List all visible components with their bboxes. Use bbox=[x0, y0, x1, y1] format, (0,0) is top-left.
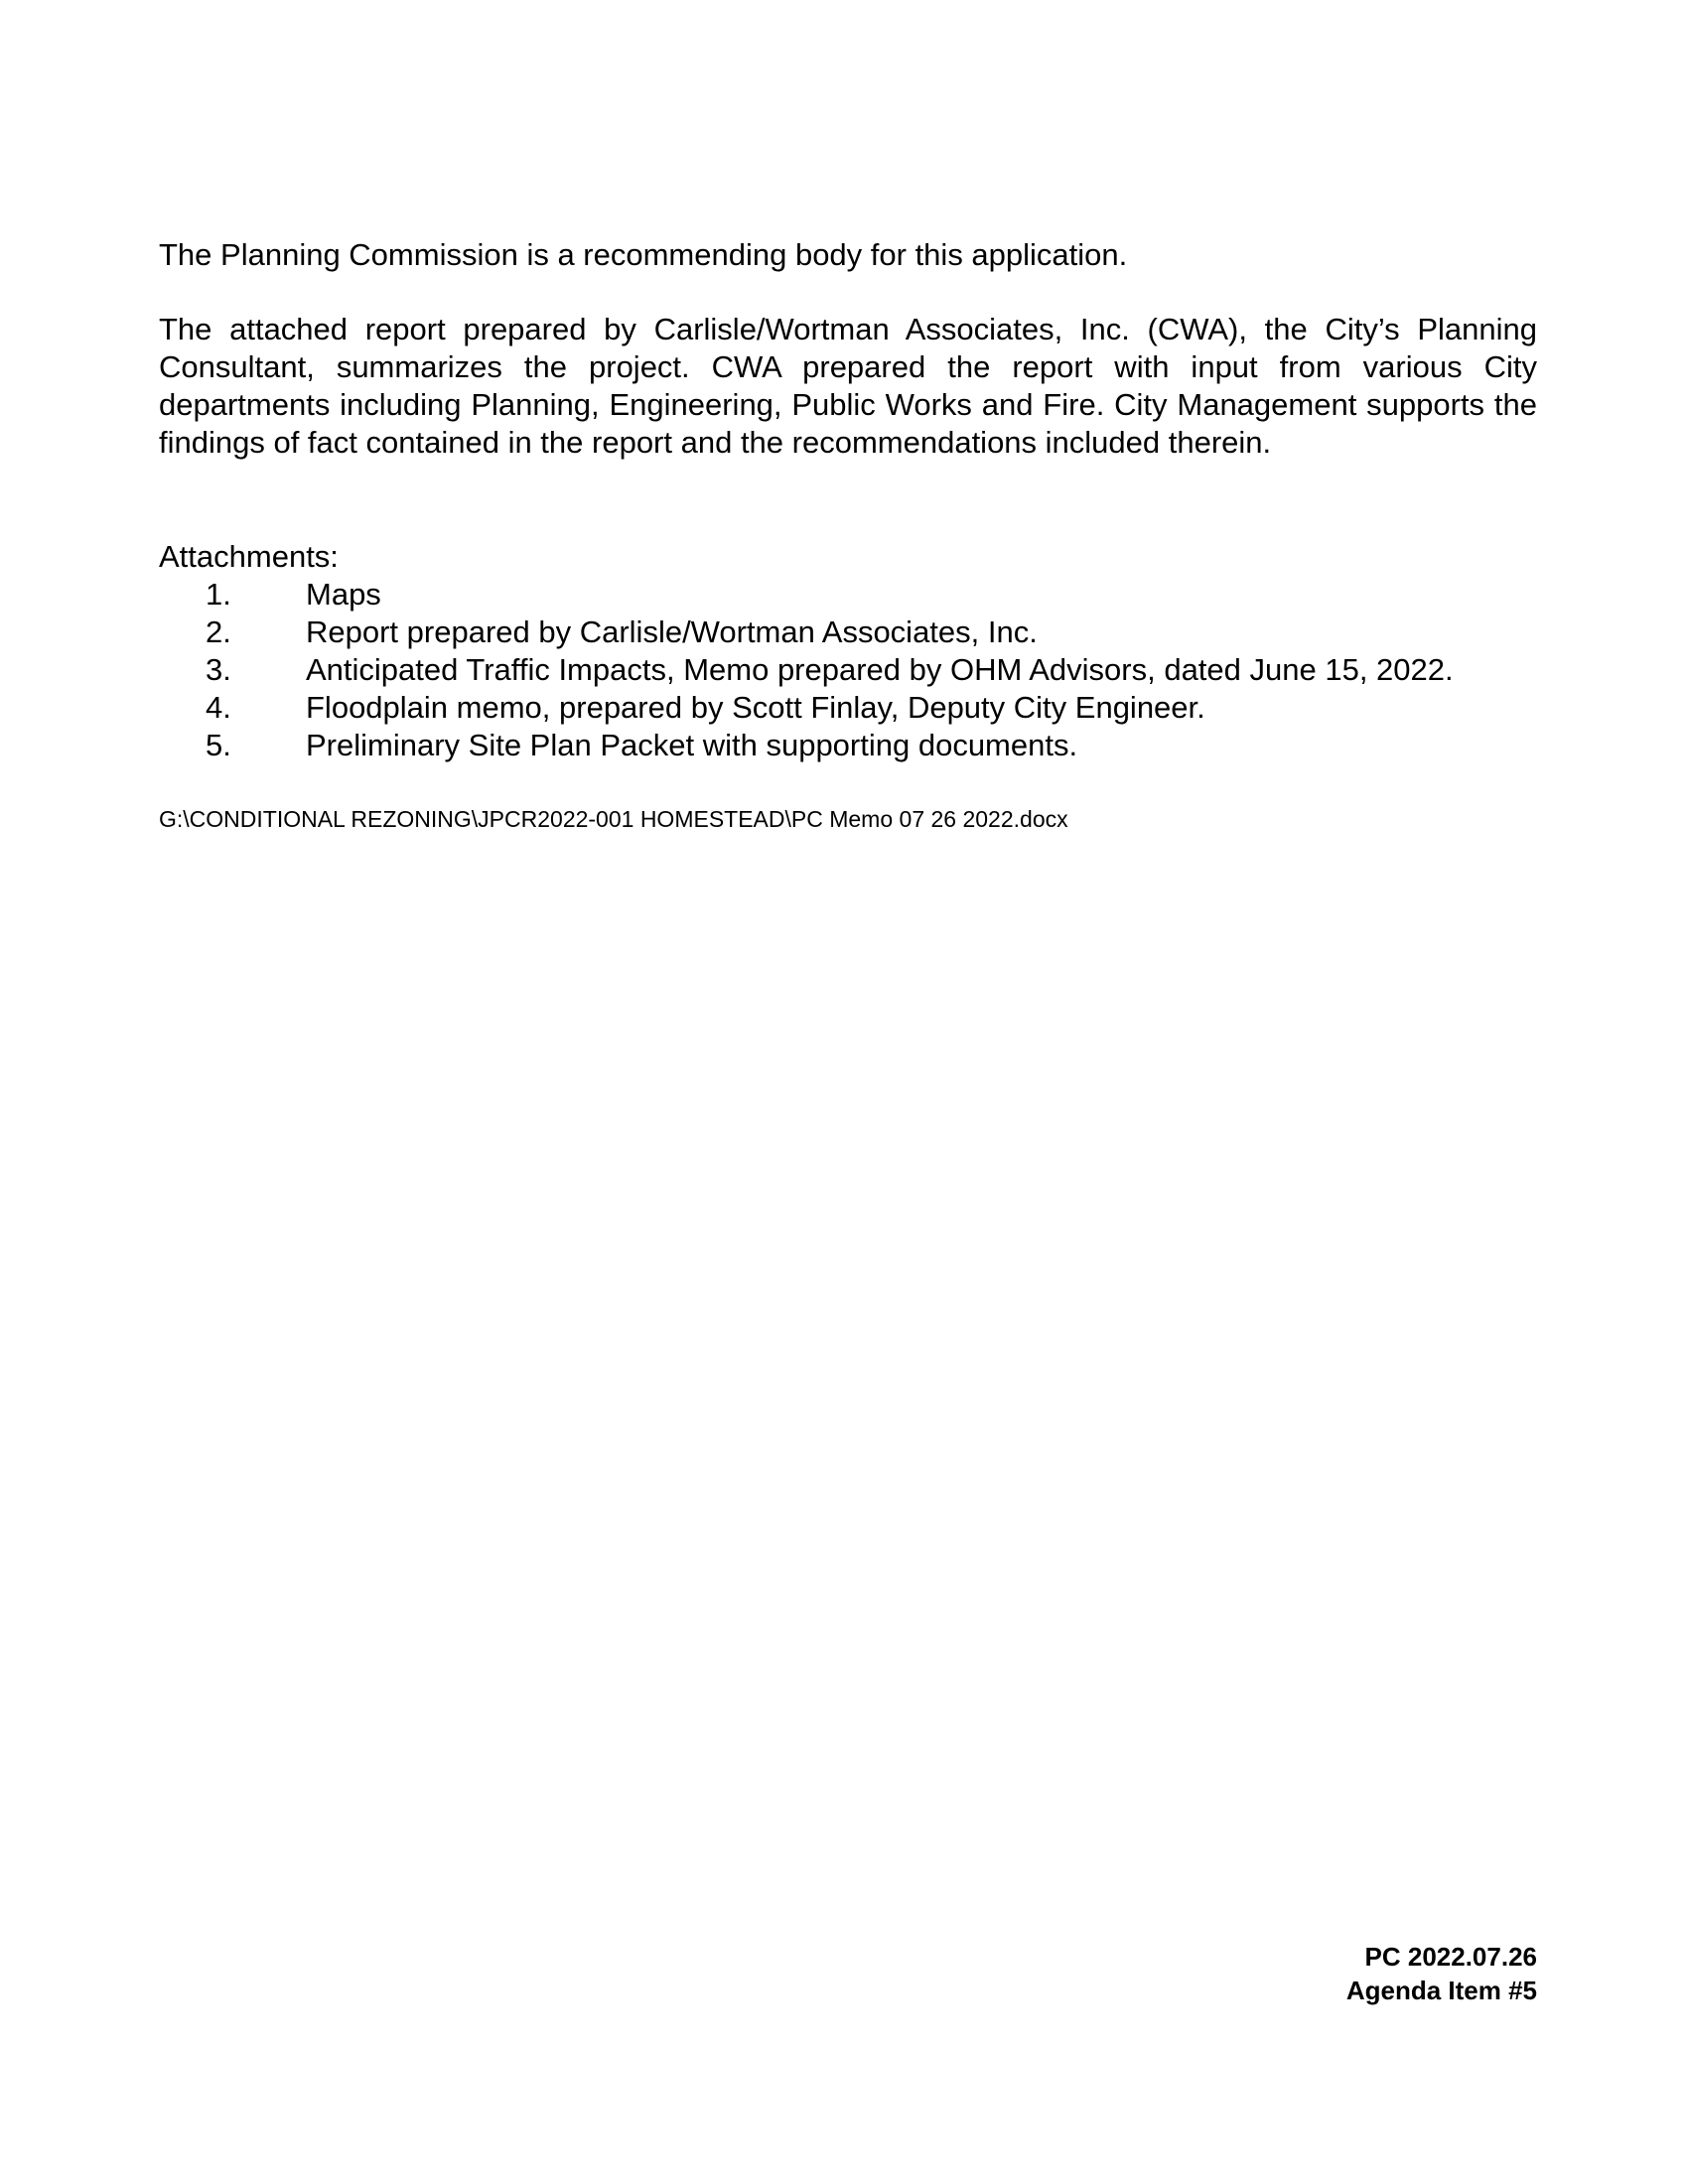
attachment-number: 4. bbox=[206, 690, 231, 725]
attachment-text: Floodplain memo, prepared by Scott Finlay, Deputy City Engineer. bbox=[306, 690, 1205, 725]
intro-paragraph: The Planning Commission is a recommending body for this application. bbox=[159, 237, 1128, 272]
attachment-item bbox=[159, 651, 1549, 689]
attachment-item bbox=[159, 576, 1549, 614]
attachment-text: Preliminary Site Plan Packet with supporting documents. bbox=[306, 728, 1078, 762]
attachment-number: 5. bbox=[206, 728, 231, 762]
attachment-text: Maps bbox=[306, 577, 381, 612]
attachment-text: Anticipated Traffic Impacts, Memo prepared by OHM Advisors, dated June 15, 2022. bbox=[306, 652, 1454, 687]
attachment-item bbox=[159, 727, 1549, 764]
attachments-list bbox=[159, 576, 1549, 764]
file-path: G:\CONDITIONAL REZONING\JPCR2022-001 HOMESTEAD\PC Memo 07 26 2022.docx bbox=[159, 806, 1068, 832]
footer-meeting-date: PC 2022.07.26 bbox=[1364, 1942, 1537, 1972]
footer-block bbox=[1346, 1940, 1537, 2007]
attachment-text: Report prepared by Carlisle/Wortman Associates, Inc. bbox=[306, 614, 1038, 649]
footer-agenda-item: Agenda Item #5 bbox=[1345, 1976, 1537, 2005]
attachment-number: 2. bbox=[206, 614, 231, 649]
attachment-number: 1. bbox=[206, 577, 231, 612]
attachment-number: 3. bbox=[206, 652, 231, 687]
attachment-item bbox=[159, 614, 1549, 651]
attachment-item bbox=[159, 689, 1549, 727]
attachments-heading: Attachments: bbox=[159, 539, 339, 574]
report-paragraph: The attached report prepared by Carlisle/Wortman Associates, Inc. (CWA), the City’s Planning Consultant, summarizes the project. CWA prepared the report with input from various City departments including Planning, Engineering, Public Works and Fire. City Management supports the findings of fact contained in the report and the recommendations included therein. bbox=[159, 312, 1537, 460]
